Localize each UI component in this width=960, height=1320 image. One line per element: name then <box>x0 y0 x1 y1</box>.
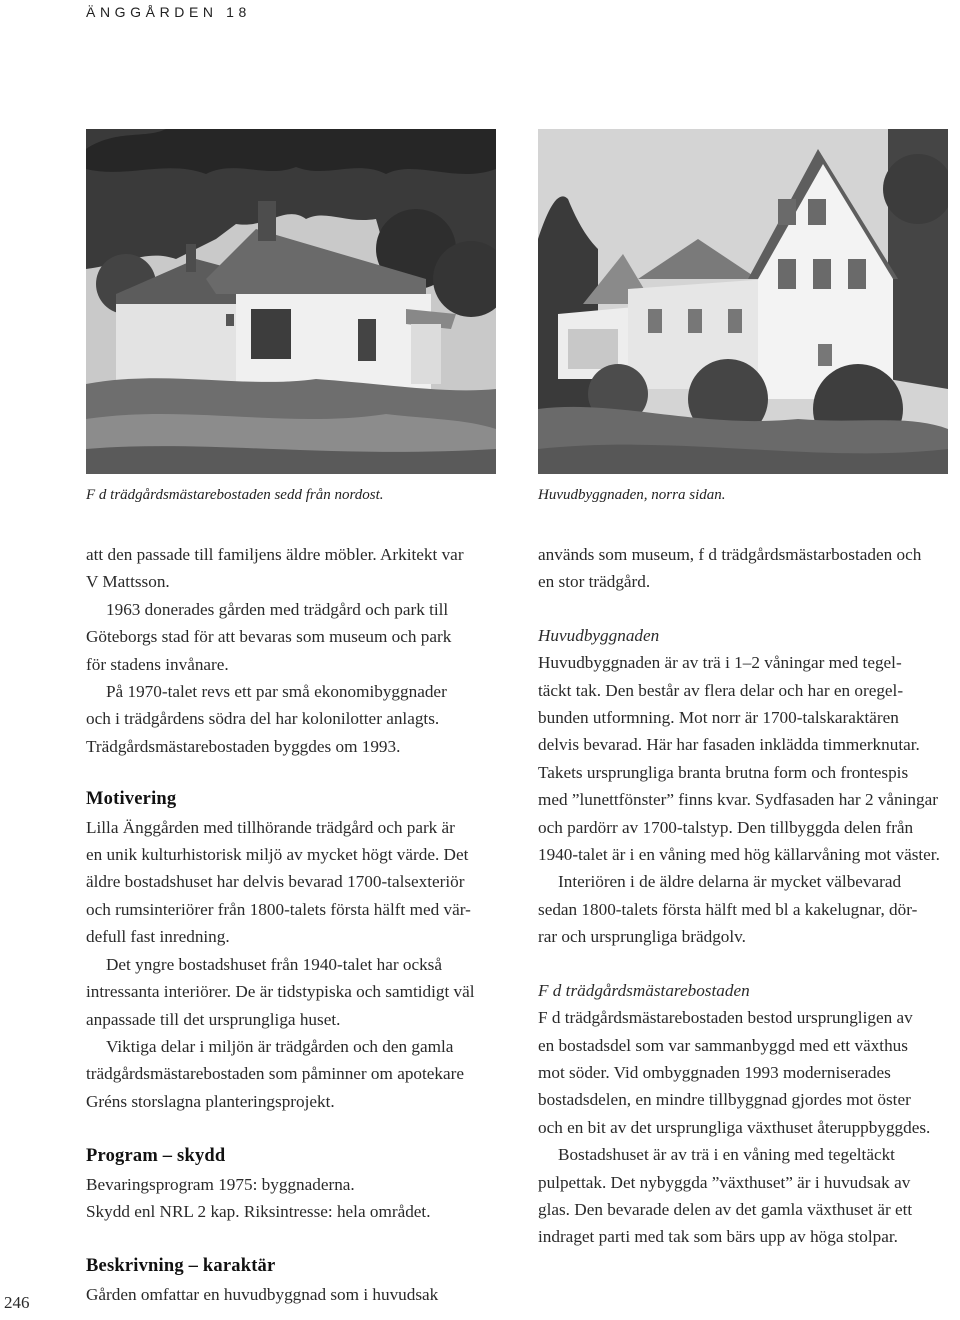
text-line: rar och ursprungliga brädgolv. <box>538 927 746 947</box>
caption-left-photo: F d trädgårdsmästarebostaden sedd från nordost. <box>86 487 384 503</box>
heading-motivering: Motivering <box>86 789 177 810</box>
text-line: Bostadshuset är av trä i en våning med tegeltäckt <box>558 1145 895 1165</box>
huvud-paragraph-1 <box>538 649 960 868</box>
text-line: anpassade till det ursprungliga huset. <box>86 1009 341 1029</box>
text-line: för stadens invånare. <box>86 654 229 674</box>
huvud-paragraph-2 <box>538 868 960 950</box>
intro-paragraph-2 <box>86 596 516 678</box>
text-line: Viktiga delar i miljön är trädgården och den gamla <box>106 1036 454 1056</box>
intro-paragraph-3 <box>86 678 516 760</box>
text-line: äldre bostadshuset har delvis bevarad 1700-talsexteriör <box>86 872 465 892</box>
text-line: Det yngre bostadshuset från 1940-talet har också <box>106 954 443 974</box>
text-line: trädgårdsmästarebostaden som påminner om apotekare <box>86 1064 464 1084</box>
text-line: bunden utformning. Mot norr är 1700-talskaraktären <box>538 708 899 728</box>
text-line: Göteborgs stad för att bevaras som museum och park <box>86 627 452 647</box>
heading-tradgardsmastarebostaden: F d trädgårdsmästarebostaden <box>538 980 750 1000</box>
text-line: en unik kulturhistorisk miljö av mycket högt värde. Det <box>86 845 469 865</box>
text-line: V Mattsson. <box>86 572 170 592</box>
text-line: täckt tak. Den består av flera delar och har en oregel- <box>538 680 904 700</box>
text-line: en stor trädgård. <box>538 572 651 592</box>
motivering-paragraph-1 <box>86 814 516 951</box>
text-line: bostadsdelen, en mindre tillbyggnad gjordes mot öster <box>538 1090 911 1110</box>
heading-beskrivning-karaktar: Beskrivning – karaktär <box>86 1256 276 1277</box>
text-line: Skydd enl NRL 2 kap. Riksintresse: hela området. <box>86 1201 431 1221</box>
text-line: Interiören i de äldre delarna är mycket välbevarad <box>558 872 902 892</box>
text-line: Lilla Änggården med tillhörande trädgård och park är <box>86 817 455 837</box>
text-line: På 1970-talet revs ett par små ekonomibyggnader <box>106 682 447 702</box>
text-line: defull fast inredning. <box>86 927 230 947</box>
text-line: mot söder. Vid ombyggnaden 1993 moderniserades <box>538 1062 891 1082</box>
right-column <box>538 541 960 1251</box>
text-line: en bostadsdel som var sammanbyggd med ett växthus <box>538 1035 908 1055</box>
heading-huvudbyggnaden: Huvudbyggnaden <box>538 625 660 645</box>
right-intro-paragraph <box>538 541 960 596</box>
text-line: sedan 1800-talets första hälft med bl a kakelugnar, dör- <box>538 899 918 919</box>
text-line: 1963 donerades gården med trädgård och park till <box>106 599 449 619</box>
text-line: Bevaringsprogram 1975: byggnaderna. <box>86 1174 355 1194</box>
page-number: 246 <box>4 1293 30 1312</box>
tradgard-paragraph-2 <box>538 1141 960 1251</box>
motivering-paragraph-2 <box>86 951 516 1033</box>
tradgard-paragraph-1 <box>538 1004 960 1141</box>
text-line: Gården omfattar en huvudbyggnad som i huvudsak <box>86 1284 439 1304</box>
text-line: intressanta interiörer. De är tidstypiska och samtidigt väl <box>86 982 475 1002</box>
text-line: Trädgårdsmästarebostaden byggdes om 1993. <box>86 736 401 756</box>
heading-program-skydd: Program – skydd <box>86 1146 226 1167</box>
text-line: F d trädgårdsmästarebostaden bestod ursprungligen av <box>538 1008 913 1028</box>
text-line: med ”lunettfönster” finns kvar. Sydfasaden har 2 våningar <box>538 790 938 810</box>
photo-main-building-image <box>538 129 948 474</box>
text-line: och rumsinteriörer från 1800-talets första hälft med vär- <box>86 899 471 919</box>
beskrivning-paragraph <box>86 1281 516 1308</box>
photo-gardener-house <box>86 129 496 474</box>
text-line: och pardörr av 1700-talstyp. Den tillbyggda delen från <box>538 817 914 837</box>
caption-right-photo: Huvudbyggnaden, norra sidan. <box>538 487 726 503</box>
motivering-paragraph-3 <box>86 1033 516 1115</box>
left-column <box>86 541 516 1308</box>
intro-paragraph-1 <box>86 541 516 596</box>
running-head: ÄNGGÅRDEN 18 <box>86 4 251 20</box>
text-line: indraget parti med tak som bärs upp av höga stolpar. <box>538 1227 898 1247</box>
text-line: används som museum, f d trädgårdsmästarbostaden och <box>538 545 922 564</box>
text-line: pulpettak. Det nybyggda ”växthuset” är i huvudsak av <box>538 1172 911 1192</box>
text-line: Huvudbyggnaden är av trä i 1–2 våningar med tegel- <box>538 653 902 673</box>
text-line: att den passade till familjens äldre möbler. Arkitekt var <box>86 545 464 564</box>
photo-gardener-house-image <box>86 129 496 474</box>
photo-main-building <box>538 129 948 474</box>
text-line: delvis bevarad. Här har fasaden inklädda timmerknutar. <box>538 735 920 755</box>
text-line: 1940-talet är i en våning med hög källarvåning mot väster. <box>538 845 940 865</box>
text-line: Gréns storslagna planteringsprojekt. <box>86 1091 335 1111</box>
program-paragraph <box>86 1171 516 1226</box>
text-line: och en bit av det ursprungliga växthuset återuppbyggdes. <box>538 1117 931 1137</box>
text-line: och i trädgårdens södra del har kolonilotter anlagts. <box>86 709 440 729</box>
text-line: glas. Den bevarade delen av det gamla växthuset är ett <box>538 1199 913 1219</box>
text-line: Takets ursprungliga branta brutna form och frontespis <box>538 762 909 782</box>
